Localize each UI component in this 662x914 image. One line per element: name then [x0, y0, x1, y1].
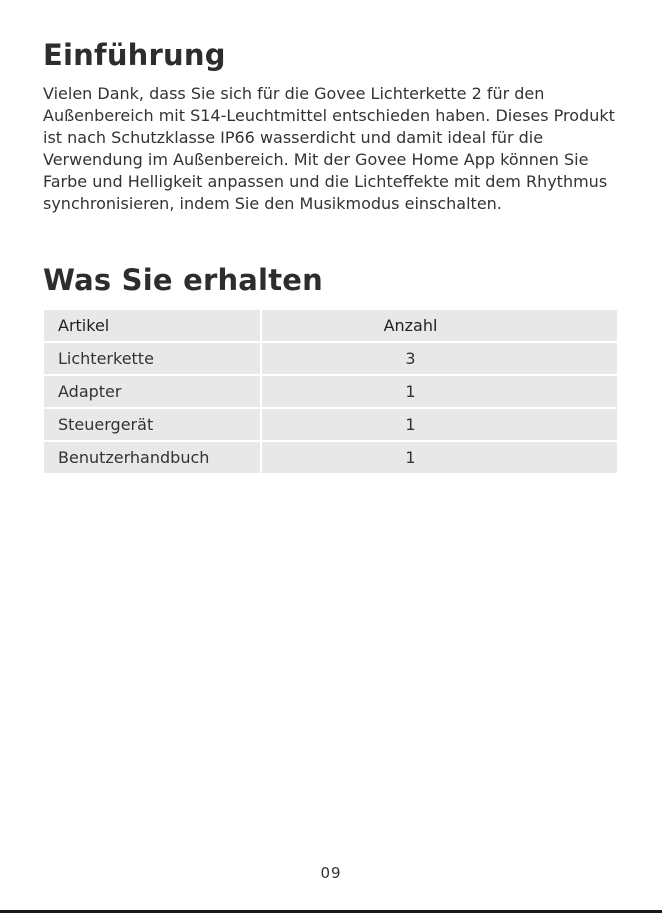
contents-heading: Was Sie erhalten	[43, 263, 323, 297]
item-cell: Adapter	[44, 375, 261, 408]
item-cell: Steuergerät	[44, 408, 261, 441]
item-cell: Benutzerhandbuch	[44, 441, 261, 474]
table-header-row	[44, 310, 617, 342]
item-cell: Lichterkette	[44, 342, 261, 375]
table-row	[44, 342, 617, 375]
column-header-quantity: Anzahl	[261, 310, 617, 342]
contents-table	[44, 310, 617, 475]
quantity-cell: 3	[261, 342, 617, 375]
table-row	[44, 375, 617, 408]
intro-paragraph: Vielen Dank, dass Sie sich für die Govee Lichterkette 2 für den Außenbereich mit S14-Leuchtmittel entschieden haben. Dieses Produkt ist nach Schutzklasse IP66 wasserdicht und damit ideal für die Verwendung im Außenbereich. Mit der Govee Home App können Sie Farbe und Helligkeit anpassen und die Lichteffekte mit dem Rhythmus synchronisieren, indem Sie den Musikmodus einschalten.	[43, 84, 615, 213]
intro-heading: Einführung	[43, 38, 226, 72]
quantity-cell: 1	[261, 408, 617, 441]
column-header-item: Artikel	[44, 310, 261, 342]
quantity-cell: 1	[261, 441, 617, 474]
bottom-rule	[0, 910, 662, 913]
page-number: 09	[320, 864, 342, 882]
quantity-cell: 1	[261, 375, 617, 408]
table-row	[44, 441, 617, 474]
table-row	[44, 408, 617, 441]
